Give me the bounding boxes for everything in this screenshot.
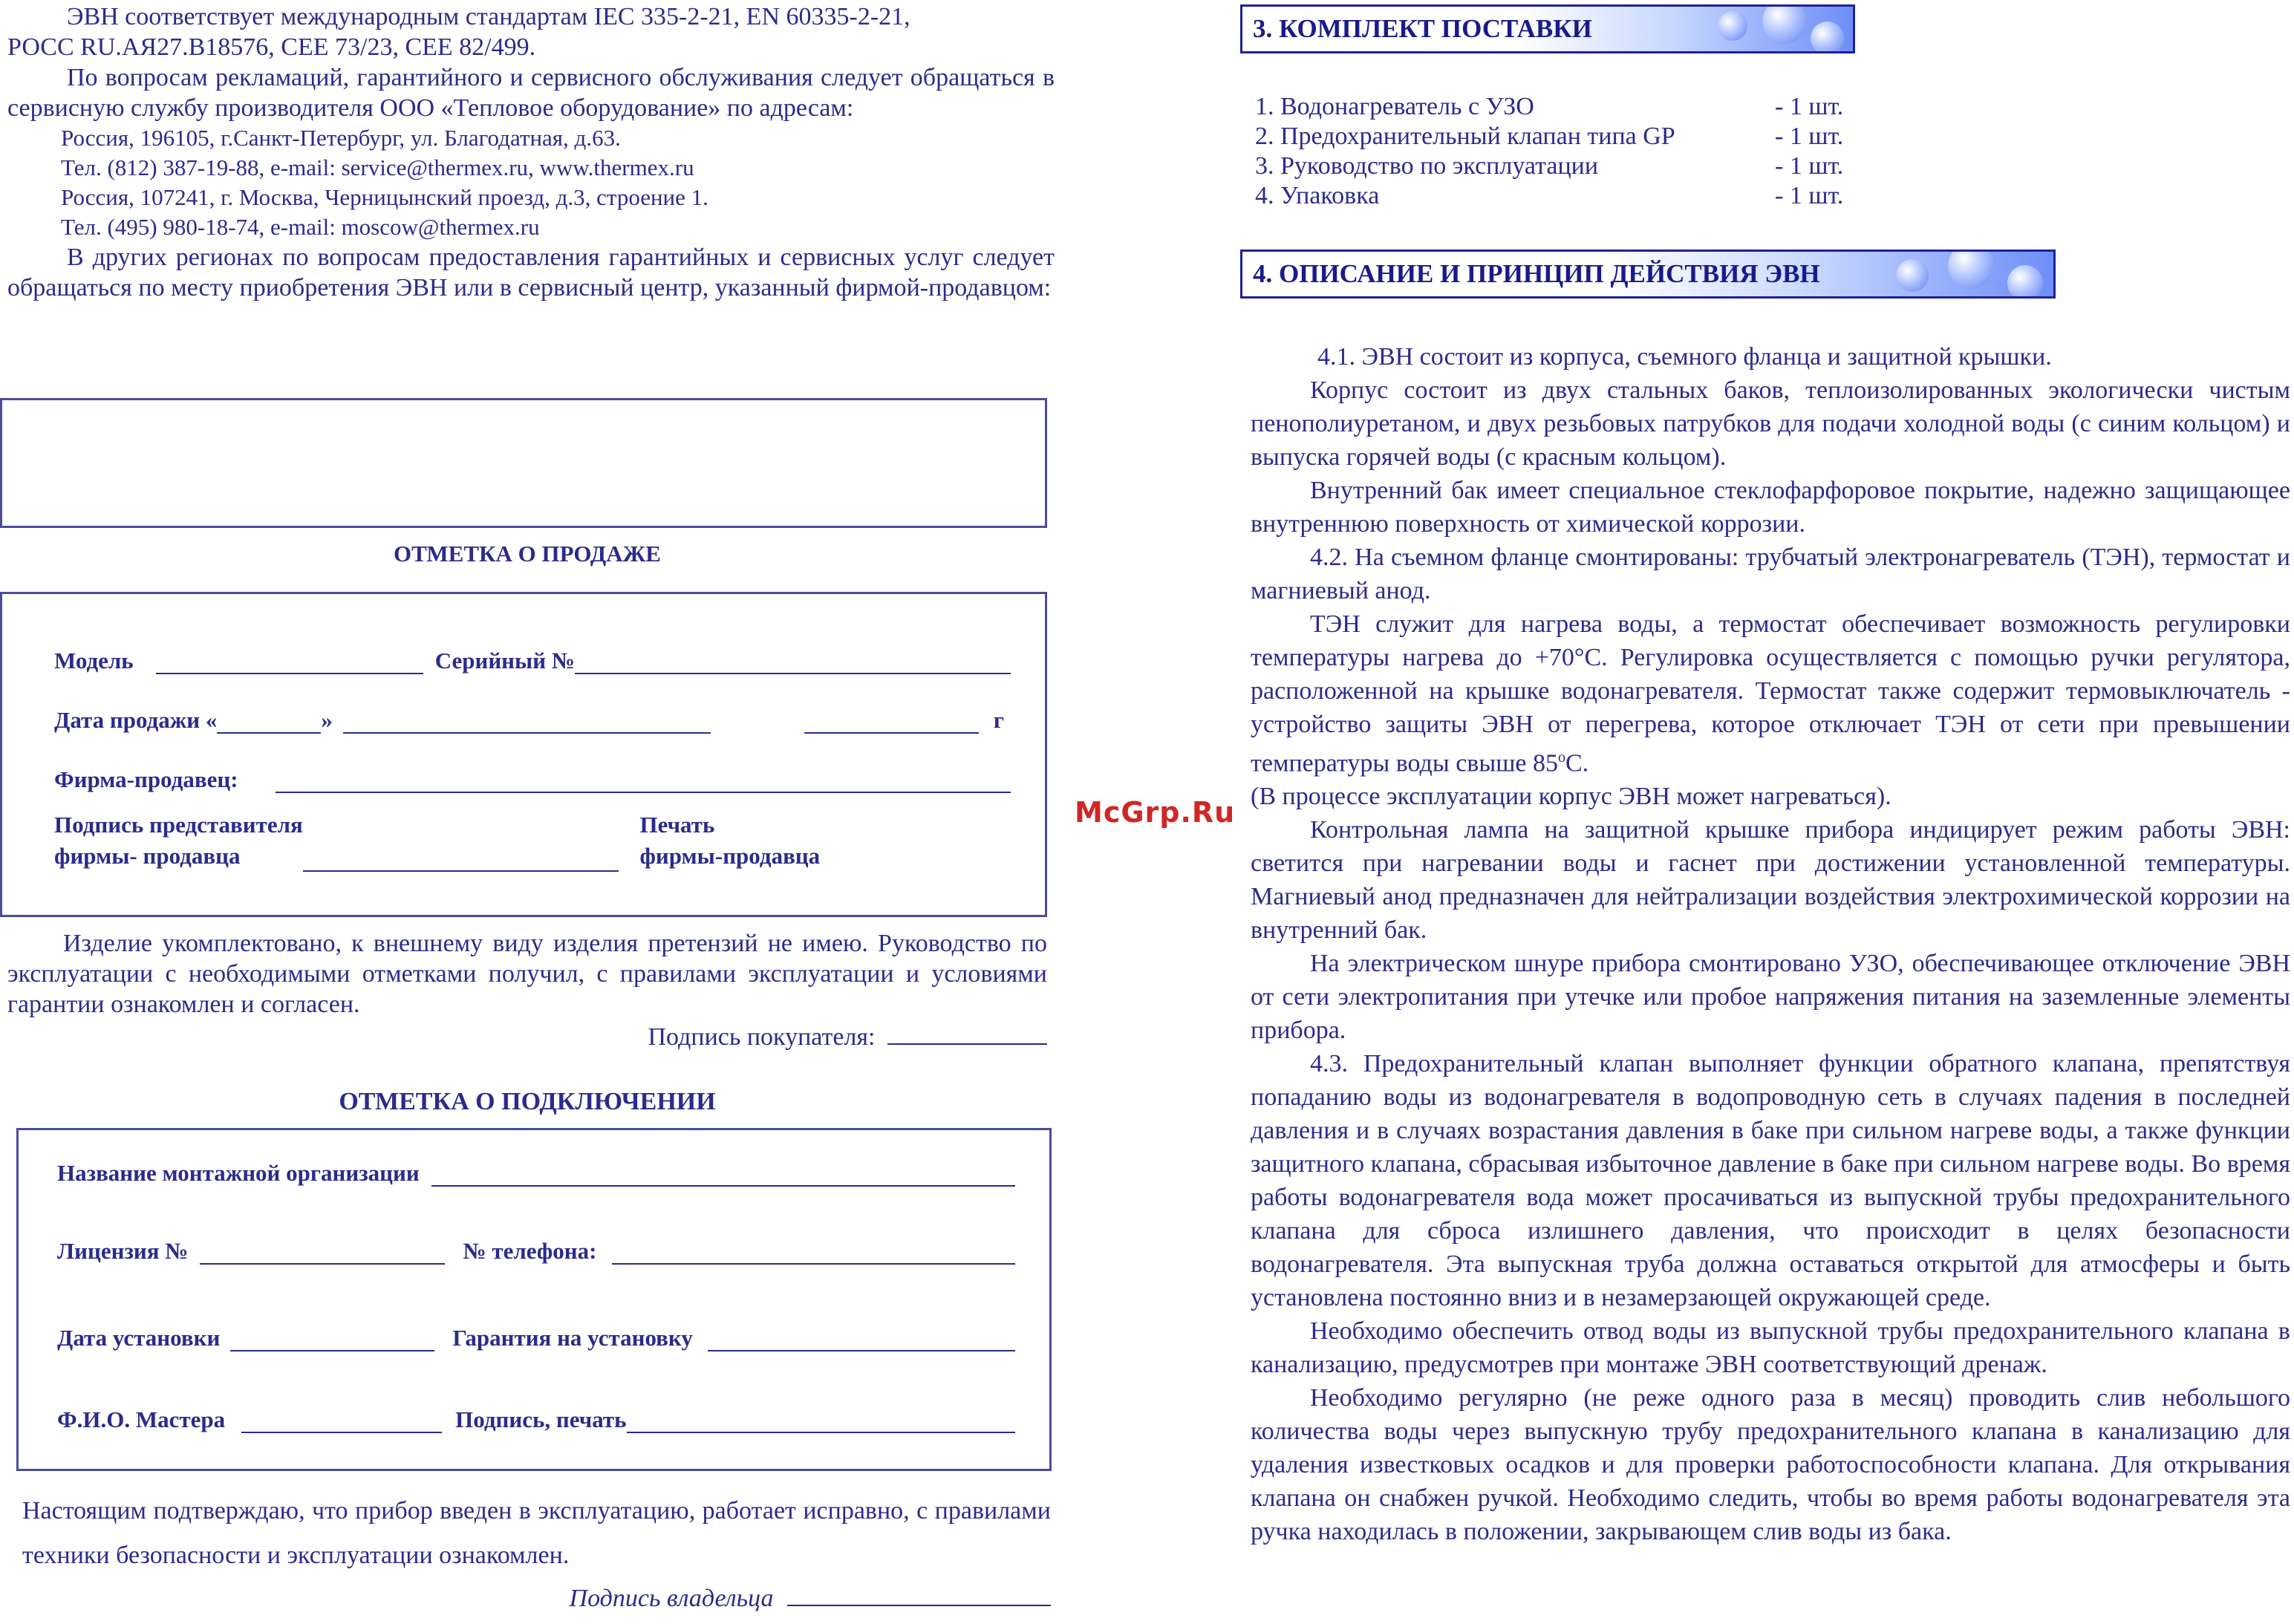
org-label: Название монтажной организации xyxy=(57,1160,420,1186)
master-label: Ф.И.О. Мастера xyxy=(57,1406,226,1432)
address-msk: Россия, 107241, г. Москва, Черницынский проезд, д.3, строение 1. xyxy=(61,184,708,210)
bubble-decoration xyxy=(1718,11,1747,41)
install-date-field[interactable] xyxy=(230,1328,434,1351)
stamp-label-1: Печать xyxy=(639,812,715,838)
para-4-3-drain: Необходимо обеспечить отвод воды из выпускной трубы предохранительного клапана в канализацию, предусмотрев при монтаже ЭВН соответствующий дренаж. xyxy=(1251,1317,2290,1379)
rep-sign-label-2: фирмы- продавца xyxy=(54,843,241,869)
phone-msk: Тел. (495) 980-18-74, e-mail: moscow@thermex.ru xyxy=(61,214,540,240)
rep-sign-label-1: Подпись представителя xyxy=(54,812,303,838)
phone-field[interactable] xyxy=(612,1241,1016,1265)
sale-date-label: Дата продажи « xyxy=(54,707,218,733)
commissioning-confirmation: Настоящим подтверждаю, что прибор введен в эксплуатацию, работает исправно, с правилами техники безопасности и эксплуатации ознакомлен. xyxy=(22,1497,1051,1569)
stamp-label-2: фирмы-продавца xyxy=(639,843,821,869)
license-label: Лицензия № xyxy=(57,1238,189,1264)
para-4-2: 4.2. На съемном фланце смонтированы: трубчатый электронагреватель (ТЭН), термостат и магниевый анод. xyxy=(1251,544,2290,604)
para-4-2-note: (В процессе эксплуатации корпус ЭВН может нагреваться). xyxy=(1251,783,1891,811)
serial-field[interactable] xyxy=(575,650,1011,674)
para-4-2-rcd: На электрическом шнуре прибора смонтировано УЗО, обеспечивающее отключение ЭВН от сети электропитания при утечке или пробое напряжения питания на заземленные элементы прибора. xyxy=(1251,950,2290,1045)
signature-row xyxy=(54,809,1015,872)
section-3-header xyxy=(1240,4,1855,53)
sign-stamp-field[interactable] xyxy=(627,1409,1015,1433)
bubble-decoration xyxy=(2007,265,2043,299)
regions-paragraph: В других регионах по вопросам предоставления гарантийных и сервисных услуг следует обращаться по месту приобретения ЭВН или в сервисный центр, указанный фирмой-продавцом: xyxy=(7,244,1055,301)
para-4-1-enamel: Внутренний бак имеет специальное стеклофарфоровое покрытие, надежно защищающее внутреннюю поверхность от химической коррозии. xyxy=(1251,477,2290,538)
license-row xyxy=(57,1238,1020,1265)
seller-row xyxy=(54,766,1015,793)
section-4-title: 4. ОПИСАНИЕ И ПРИНЦИП ДЕЙСТВИЯ ЭВН xyxy=(1253,259,1820,288)
owner-sign-field[interactable] xyxy=(787,1582,1051,1606)
sale-model-row xyxy=(54,648,1015,674)
buyer-sign-label: Подпись покупателя: xyxy=(648,1023,876,1051)
para-4-3-flush: Необходимо регулярно (не реже одного раза в месяц) проводить слив небольшого количества воды через выпускную трубу предохранительного клапана в канализацию для удаления известковых осадков и для проверки работоспособности клапана. Для открывания клапана он снабжен ручкой. Необходимо следить, чтобы во время работы водонагревателя эта ручка находилась в положении, закрывающем слив воды из бака. xyxy=(1251,1384,2290,1546)
kit-item: 4. Упаковка - 1 шт. xyxy=(1255,182,1844,209)
owner-sign-label: Подпись владельца xyxy=(569,1585,774,1612)
kit-item: 2. Предохранительный клапан типа GP - 1 шт. xyxy=(1255,123,1844,150)
section-4-body xyxy=(1251,340,2290,1548)
standards-line-1: ЭВН соответствует международным стандартам IEC 335-2-21, EN 60335-2-21, xyxy=(67,3,910,30)
model-label: Модель xyxy=(54,648,134,674)
address-spb: Россия, 196105, г.Санкт-Петербург, ул. Благодатная, д.63. xyxy=(61,125,621,151)
buyer-sign-row xyxy=(7,1021,1047,1054)
install-row xyxy=(57,1325,1020,1351)
warranty-label: Гарантия на установку xyxy=(452,1325,693,1351)
acknowledgement: Изделие укомплектовано, к внешнему виду изделия претензий не имею. Руководство по эксплуатации с необходимыми отметками получил, с правилами эксплуатации и условиями гарантии ознакомлен и согласен. xyxy=(7,930,1047,1018)
seller-stamp-box[interactable] xyxy=(0,398,1047,528)
kit-item: 1. Водонагреватель с УЗО - 1 шт. xyxy=(1255,93,1844,120)
bubble-decoration xyxy=(1896,259,1929,292)
bubble-decoration xyxy=(1811,22,1844,53)
connection-heading: ОТМЕТКА О ПОДКЛЮЧЕНИИ xyxy=(339,1088,716,1115)
para-4-1: 4.1. ЭВН состоит из корпуса, съемного фланца и защитной крышки. xyxy=(1317,343,2052,371)
buyer-sign-field[interactable] xyxy=(887,1021,1047,1045)
para-4-3: 4.3. Предохранительный клапан выполняет функции обратного клапана, препятствуя попаданию воды из водонагревателя в водопроводную сеть в случаях падения в последней давления и в случаях возрастания давления в баке при сильном нагреве воды, а также функции защитного клапана, сбрасывая избыточное давление в баке при сильном нагреве воды. Во время работы водонагревателя вода может просачиваться из выпускной трубы предохранительного клапана для сброса излишнего давления, что происходит в целях безопасности водонагревателя. Эта выпускная труба должна оставаться открытой для атмосферы и быть установлена постоянно вниз и в незамерзающей окружающей среде. xyxy=(1251,1050,2290,1312)
para-4-1-body: Корпус состоит из двух стальных баков, теплоизолированных экологически чистым пенополиуретаном, и двух резьбовых патрубков для подачи холодной воды (с синим кольцом) и выпуска горячей воды (с красным кольцом). xyxy=(1251,376,2290,471)
master-field[interactable] xyxy=(241,1409,442,1433)
seller-field[interactable] xyxy=(276,769,1011,793)
sale-date-row xyxy=(54,707,1015,734)
warranty-field[interactable] xyxy=(708,1328,1015,1351)
master-row xyxy=(57,1406,1020,1433)
org-field[interactable] xyxy=(431,1163,1015,1187)
site-watermark: McGrp.Ru xyxy=(1075,796,1236,829)
left-page xyxy=(0,0,1055,1624)
install-date-label: Дата установки xyxy=(57,1325,221,1351)
sale-day-field[interactable] xyxy=(217,710,321,734)
sale-month-field[interactable] xyxy=(343,710,711,734)
sale-record-form xyxy=(0,592,1047,917)
bubble-decoration xyxy=(1948,250,1994,289)
owner-sign-row xyxy=(22,1578,1051,1620)
sign-stamp-label: Подпись, печать xyxy=(455,1406,627,1432)
connection-record-form xyxy=(16,1128,1052,1471)
para-4-2-lamp: Контрольная лампа на защитной крышке прибора индицирует режим работы ЭВН: светится при нагревании воды и гаснет при достижении установленной температуры. Магниевый анод предназначен для нейтрализации воздействия электрохимической коррозии на внутренний бак. xyxy=(1251,816,2290,945)
kit-list xyxy=(1255,92,1843,211)
kit-item: 3. Руководство по эксплуатации - 1 шт. xyxy=(1255,152,1844,180)
model-field[interactable] xyxy=(156,650,423,674)
seller-label: Фирма-продавец: xyxy=(54,766,238,792)
sale-year-field[interactable] xyxy=(804,710,979,734)
serial-label: Серийный № xyxy=(434,648,576,674)
section-3-title: 3. КОМПЛЕКТ ПОСТАВКИ xyxy=(1253,14,1592,43)
section-4-header xyxy=(1240,250,2056,299)
phone-label: № телефона: xyxy=(463,1238,597,1264)
org-row xyxy=(57,1160,1020,1187)
year-suffix: г xyxy=(993,707,1004,733)
phone-spb: Тел. (812) 387-19-88, e-mail: service@thermex.ru, www.thermex.ru xyxy=(61,154,694,180)
service-paragraph: По вопросам рекламаций, гарантийного и сервисного обслуживания следует обращаться в сервисную службу производителя ООО «Тепловое оборудование» по адресам: xyxy=(7,64,1055,122)
sale-date-close: » xyxy=(321,707,333,733)
standards-line-2: РОСС RU.АЯ27.В18576, CEE 73/23, CEE 82/499. xyxy=(7,33,536,61)
license-field[interactable] xyxy=(200,1241,445,1265)
para-4-2-thermostat: ТЭН служит для нагрева воды, а термостат обеспечивает возможность регулировки температуры нагрева до +70°С. Регулировка осуществляется с помощью ручки регулятора, расположенной на крышке водонагревателя. Термостат также содержит термовыключатель - устройство защиты ЭВН от перегрева, которое отключает ТЭН от сети при превышении температуры воды свыше $85^оС$. xyxy=(1251,610,2290,777)
right-page xyxy=(1240,0,2294,1624)
sale-heading: ОТМЕТКА О ПРОДАЖЕ xyxy=(394,541,661,567)
rep-sign-field[interactable] xyxy=(303,848,619,872)
bubble-decoration xyxy=(1762,4,1807,44)
